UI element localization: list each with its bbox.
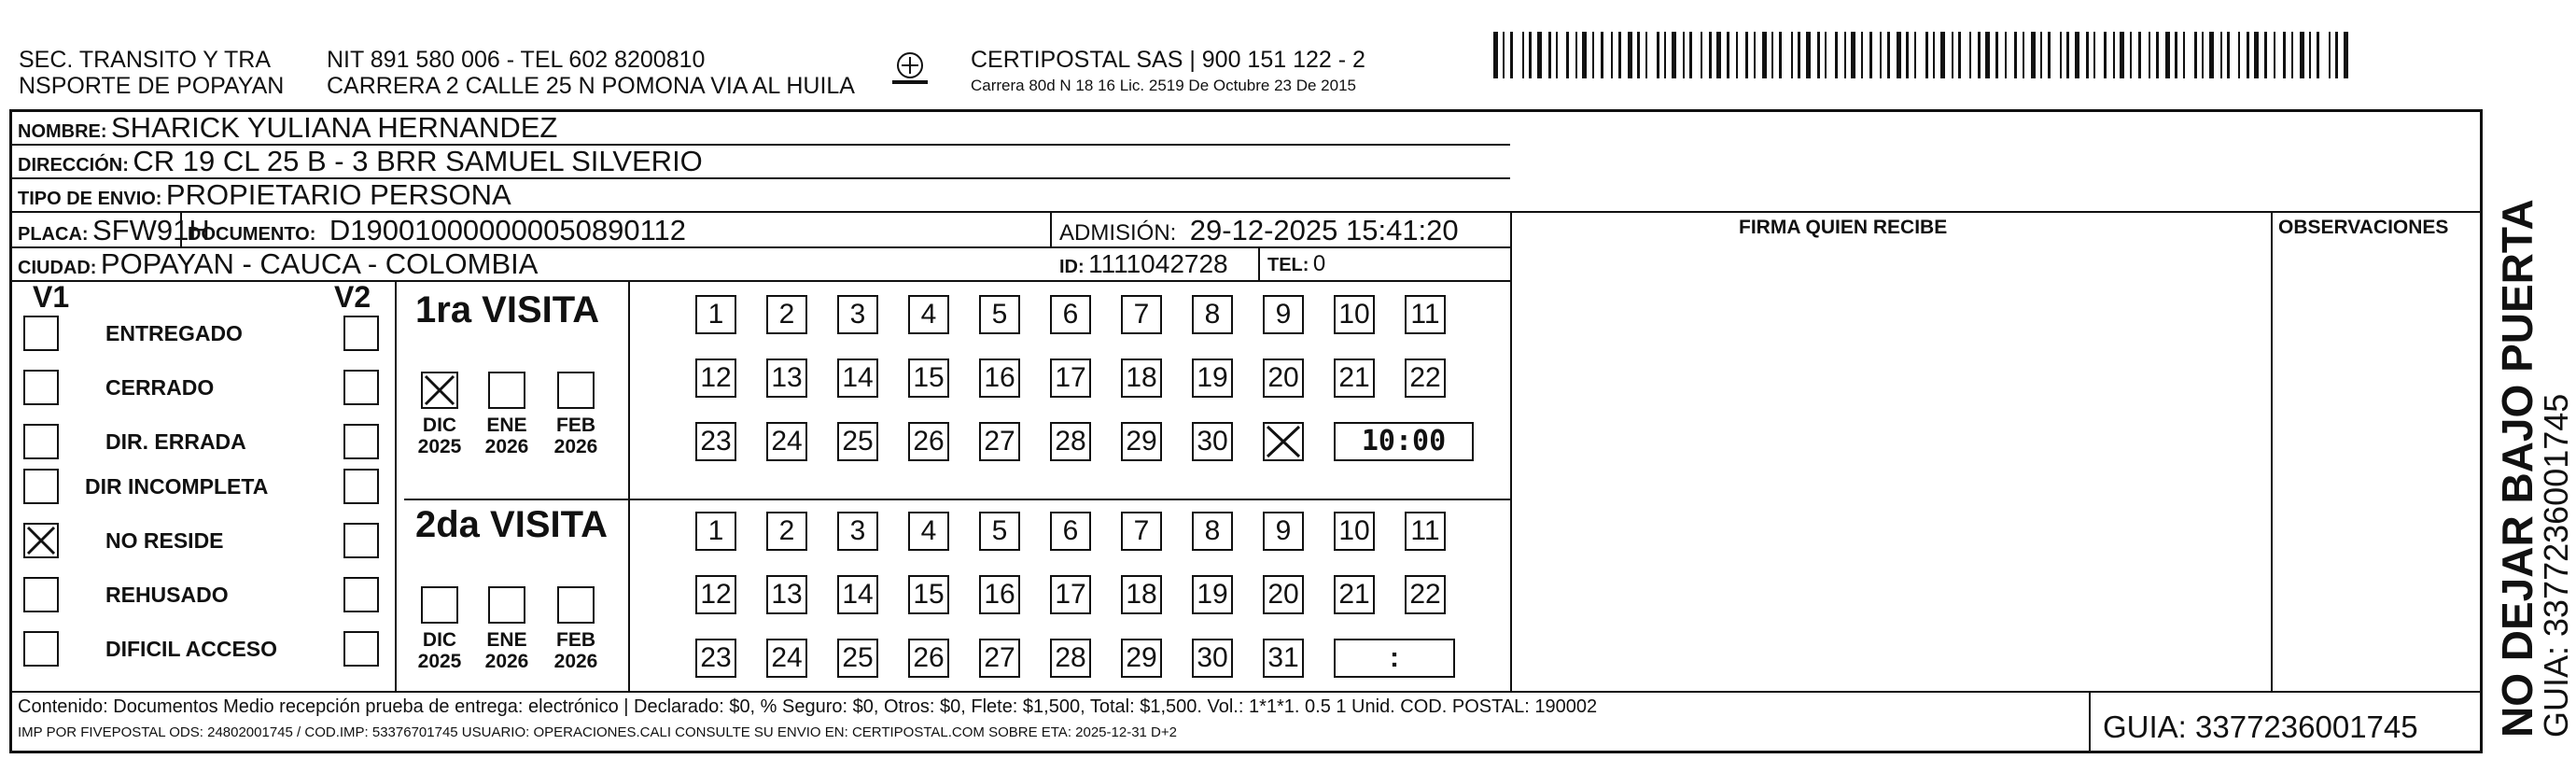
id-row (1059, 248, 1228, 285)
month-name: ENE (486, 629, 527, 651)
barcode-bar (1548, 32, 1551, 78)
day-box[interactable]: 16 (979, 358, 1020, 398)
month-label (412, 415, 468, 457)
day-box[interactable]: 8 (1192, 512, 1233, 551)
v2-label: V2 (334, 280, 371, 314)
day-box[interactable]: 9 (1263, 295, 1304, 334)
side-note-no-dejar: NO DEJAR BAJO PUERTA (2493, 199, 2541, 738)
barcode-bar (2066, 32, 2069, 78)
divider (1050, 211, 1052, 246)
barcode-bar (1537, 32, 1542, 78)
day-box[interactable]: 27 (979, 422, 1020, 461)
barcode-bar (2183, 32, 2185, 78)
documento-label: DOCUMENTO: (188, 224, 316, 245)
day-box[interactable]: 25 (837, 422, 878, 461)
admision-row (1059, 215, 1459, 252)
barcode-bar (1978, 32, 1981, 78)
status-v2-checkbox[interactable] (343, 523, 379, 558)
barcode-bar (2149, 32, 2150, 78)
day-box[interactable]: 6 (1050, 512, 1091, 551)
barcode-bar (2113, 32, 2115, 78)
barcode-bar (1672, 32, 1676, 78)
barcode-bar (1906, 32, 1909, 78)
month-label (412, 629, 468, 672)
barcode-bar (1771, 32, 1773, 78)
day-box[interactable]: 10 (1334, 512, 1375, 551)
direccion-label: DIRECCIÓN: (18, 155, 129, 176)
day-box[interactable]: 24 (766, 422, 807, 461)
placa-label: PLACA: (18, 224, 89, 245)
barcode-bar (1985, 32, 1990, 78)
divider (404, 499, 1510, 500)
day-box[interactable]: 22 (1405, 575, 1446, 614)
day-box[interactable]: 14 (837, 575, 878, 614)
barcode-bar (1887, 32, 1890, 78)
status-v2-checkbox[interactable] (343, 370, 379, 405)
delivery-form (9, 109, 2483, 753)
barcode-bar (1933, 32, 1935, 78)
day-box[interactable]: 6 (1050, 295, 1091, 334)
barcode-bar (2209, 32, 2214, 78)
barcode-bar (2283, 32, 2286, 78)
barcode-bar (1664, 32, 1666, 78)
status-v1-checkbox[interactable] (23, 631, 59, 667)
barcode-bar (2005, 32, 2007, 78)
barcode-bar (1940, 32, 1945, 78)
month-name: FEB (556, 415, 595, 436)
barcode-bar (1762, 32, 1767, 78)
barcode-bar (2031, 32, 2036, 78)
barcode-bar (1754, 32, 1756, 78)
barcode-bar (1566, 32, 1569, 78)
month-checkbox[interactable] (421, 372, 458, 409)
month-name: DIC (422, 629, 457, 651)
barcode-bar (2060, 32, 2062, 78)
barcode-bar (1914, 32, 1916, 78)
barcode-bar (2227, 32, 2230, 78)
day-box[interactable]: 24 (766, 639, 807, 678)
day-box[interactable]: 13 (766, 575, 807, 614)
month-name: FEB (556, 629, 595, 651)
barcode-bar (2238, 32, 2240, 78)
sender-line-1: SEC. TRANSITO Y TRA (19, 47, 271, 73)
barcode-bar (1510, 32, 1513, 78)
barcode-bar (2202, 32, 2204, 78)
month-checkbox[interactable] (557, 586, 595, 624)
status-v2-checkbox[interactable] (343, 424, 379, 459)
barcode-bar (1493, 32, 1498, 78)
day-box[interactable]: 30 (1192, 422, 1233, 461)
barcode-bar (1897, 32, 1901, 78)
direccion-value: CR 19 CL 25 B - 3 BRR SAMUEL SILVERIO (133, 145, 703, 177)
status-label: DIR INCOMPLETA (85, 474, 269, 499)
day-box[interactable]: 16 (979, 575, 1020, 614)
day-box[interactable]: 15 (908, 358, 949, 398)
day-box[interactable]: 18 (1121, 358, 1162, 398)
status-v1-checkbox[interactable] (23, 577, 59, 612)
barcode-bar (1791, 32, 1793, 78)
month-label (548, 415, 604, 457)
barcode-bar (2254, 32, 2259, 78)
day-box[interactable]: 26 (908, 639, 949, 678)
barcode-bar (2093, 32, 2095, 78)
barcode-bar (2194, 32, 2197, 78)
day-box[interactable]: 11 (1405, 295, 1446, 334)
barcode-bar (1745, 32, 1748, 78)
day-box[interactable]: 14 (837, 358, 878, 398)
visit1-title: 1ra VISITA (415, 289, 600, 330)
day-box[interactable]: 21 (1334, 358, 1375, 398)
day-box[interactable]: 7 (1121, 512, 1162, 551)
day-box[interactable]: 4 (908, 295, 949, 334)
divider (2271, 211, 2273, 691)
day-box[interactable]: 23 (695, 422, 736, 461)
barcode-bar (1844, 32, 1846, 78)
status-label: ENTREGADO (105, 321, 243, 345)
day-box[interactable]: 18 (1121, 575, 1162, 614)
footer-guia: GUIA: 3377236001745 (2103, 710, 2418, 744)
month-checkbox[interactable] (488, 372, 525, 409)
barcode-bar (2220, 32, 2222, 78)
footer-contenido: Contenido: Documentos Medio recepción prueba de entrega: electrónico | Declarado: $0, % Seguro: $0, Otros: $0, Flete: $1,500, Total: $1,500. Vol.: 1*1*1. 0.5 1 Unid. COD. POSTAL: 190002 (18, 696, 1598, 717)
barcode-bar (2048, 32, 2051, 78)
barcode-bar (1628, 32, 1632, 78)
barcode-bar (1618, 32, 1621, 78)
barcode-bar (1582, 32, 1587, 78)
courier-line-1: CERTIPOSTAL SAS | 900 151 122 - 2 (971, 47, 1365, 73)
barcode-bar (2130, 32, 2132, 78)
barcode-bar (1880, 32, 1882, 78)
tipo-envio-value: PROPIETARIO PERSONA (165, 178, 511, 211)
day-box[interactable]: 12 (695, 575, 736, 614)
placa-row (18, 215, 210, 252)
address-line: CARRERA 2 CALLE 25 N POMONA VIA AL HUILA (327, 73, 855, 99)
barcode-bar (1969, 32, 1971, 78)
ciudad-row (18, 248, 538, 286)
barcode-bar (2274, 32, 2275, 78)
day-box[interactable]: 13 (766, 358, 807, 398)
observaciones-header: OBSERVACIONES (2278, 217, 2449, 238)
barcode-bar (2165, 32, 2170, 78)
day-box[interactable]: 28 (1050, 422, 1091, 461)
day-box[interactable]: 10 (1334, 295, 1375, 334)
day-box[interactable]: 28 (1050, 639, 1091, 678)
barcode (1493, 32, 2352, 78)
month-label (479, 629, 535, 672)
month-year: 2026 (553, 436, 598, 457)
barcode-bar (1958, 32, 1961, 78)
barcode-bar (2075, 32, 2079, 78)
barcode-bar (1701, 32, 1702, 78)
admision-value: 29-12-2025 15:41:20 (1189, 214, 1459, 246)
barcode-bar (1779, 32, 1782, 78)
day-box[interactable]: 19 (1192, 358, 1233, 398)
divider (1510, 211, 1512, 691)
day-box[interactable]: 30 (1192, 639, 1233, 678)
status-label: CERRADO (105, 375, 215, 400)
divider (395, 280, 397, 691)
status-v1-checkbox[interactable] (23, 469, 59, 504)
day-box[interactable]: 4 (908, 512, 949, 551)
status-v2-checkbox[interactable] (343, 631, 379, 667)
sender-name (19, 47, 284, 99)
placa-value: SFW91H (92, 214, 210, 246)
status-v1-checkbox[interactable] (23, 424, 59, 459)
day-box[interactable]: 20 (1263, 358, 1304, 398)
barcode-bar (1601, 32, 1603, 78)
day-box[interactable]: 26 (908, 422, 949, 461)
nombre-value: SHARICK YULIANA HERNANDEZ (111, 111, 558, 144)
barcode-bar (1798, 32, 1800, 78)
barcode-bar (1727, 32, 1729, 78)
barcode-bar (2329, 32, 2331, 78)
direccion-row (18, 146, 703, 183)
barcode-bar (1851, 32, 1855, 78)
barcode-bar (2247, 32, 2249, 78)
day-box[interactable]: 5 (979, 295, 1020, 334)
barcode-bar (2023, 32, 2024, 78)
marked-day-box[interactable] (1263, 422, 1304, 461)
barcode-bar (1592, 32, 1594, 78)
barcode-bar (1817, 32, 1820, 78)
courier-info (971, 47, 1365, 99)
barcode-bar (1503, 32, 1505, 78)
barcode-bar (1689, 32, 1692, 78)
status-v1-checkbox[interactable] (23, 523, 59, 558)
month-year: 2025 (417, 651, 462, 672)
barcode-bar (1683, 32, 1685, 78)
documento-value: D190010000000050890112 (329, 214, 687, 246)
visit2-title: 2da VISITA (415, 504, 608, 545)
id-value: 1111042728 (1088, 249, 1228, 278)
barcode-bar (1529, 32, 1532, 78)
sender-contact (327, 47, 855, 99)
certipostal-logo-icon (889, 50, 931, 88)
barcode-bar (1556, 32, 1558, 78)
barcode-bar (1835, 32, 1838, 78)
barcode-bar (1825, 32, 1827, 78)
tel-row (1267, 248, 1325, 283)
status-v2-checkbox[interactable] (343, 316, 379, 351)
barcode-bar (1716, 32, 1721, 78)
status-v1-checkbox[interactable] (23, 316, 59, 351)
status-v2-checkbox[interactable] (343, 577, 379, 612)
barcode-bar (2344, 32, 2348, 78)
day-box[interactable]: 29 (1121, 639, 1162, 678)
divider (2089, 691, 2091, 752)
barcode-bar (2086, 32, 2089, 78)
admision-label: ADMISIÓN: (1059, 220, 1177, 246)
barcode-bar (2104, 32, 2107, 78)
barcode-bar (2175, 32, 2177, 78)
status-label: DIR. ERRADA (105, 429, 246, 454)
day-box[interactable]: 5 (979, 512, 1020, 551)
day-box[interactable]: 15 (908, 575, 949, 614)
month-year: 2026 (484, 651, 529, 672)
barcode-bar (1611, 32, 1613, 78)
barcode-bar (1522, 32, 1524, 78)
day-box[interactable]: 8 (1192, 295, 1233, 334)
month-year: 2026 (484, 436, 529, 457)
barcode-bar (2335, 32, 2338, 78)
barcode-bar (1736, 32, 1738, 78)
status-label: REHUSADO (105, 583, 229, 607)
day-box[interactable]: 20 (1263, 575, 1304, 614)
month-label (479, 415, 535, 457)
barcode-bar (1637, 32, 1640, 78)
day-box[interactable]: 29 (1121, 422, 1162, 461)
barcode-bar (2300, 32, 2304, 78)
tipo-envio-row (18, 179, 511, 217)
barcode-bar (1995, 32, 1998, 78)
month-year: 2025 (417, 436, 462, 457)
day-box[interactable]: 3 (837, 512, 878, 551)
day-box[interactable]: 2 (766, 295, 807, 334)
barcode-bar (2120, 32, 2124, 78)
nombre-label: NOMBRE: (18, 121, 107, 142)
day-box[interactable]: 1 (695, 512, 736, 551)
nombre-row (18, 112, 557, 149)
day-box[interactable]: 17 (1050, 575, 1091, 614)
ciudad-value: POPAYAN - CAUCA - COLOMBIA (100, 247, 539, 280)
day-box[interactable]: 7 (1121, 295, 1162, 334)
side-guia: GUIA: 3377236001745 (2537, 393, 2575, 738)
barcode-bar (1645, 32, 1647, 78)
day-box[interactable]: 3 (837, 295, 878, 334)
sender-line-2: NSPORTE DE POPAYAN (19, 73, 285, 99)
courier-line-2: Carrera 80d N 18 16 Lic. 2519 De Octubre 23 De 2015 (971, 77, 1356, 94)
day-box[interactable]: 31 (1263, 639, 1304, 678)
day-box[interactable]: 1 (695, 295, 736, 334)
barcode-bar (1575, 32, 1577, 78)
barcode-bar (1657, 32, 1659, 78)
day-box[interactable]: 19 (1192, 575, 1233, 614)
firma-quien-recibe-header: FIRMA QUIEN RECIBE (1739, 217, 1948, 238)
documento-row (188, 215, 686, 252)
day-box[interactable]: 25 (837, 639, 878, 678)
barcode-bar (2291, 32, 2293, 78)
status-label: DIFICIL ACCESO (105, 637, 278, 661)
barcode-bar (1861, 32, 1863, 78)
barcode-bar (2264, 32, 2267, 78)
status-v1-checkbox[interactable] (23, 370, 59, 405)
nit-line: NIT 891 580 006 - TEL 602 8200810 (327, 47, 706, 73)
v1-label: V1 (33, 280, 70, 314)
month-checkbox[interactable] (557, 372, 595, 409)
barcode-bar (2040, 32, 2042, 78)
status-v2-checkbox[interactable] (343, 469, 379, 504)
day-box[interactable]: 11 (1405, 512, 1446, 551)
barcode-bar (1806, 32, 1811, 78)
barcode-bar (1869, 32, 1872, 78)
tel-label: TEL: (1267, 255, 1309, 275)
tel-value: 0 (1312, 251, 1326, 276)
status-label: NO RESIDE (105, 528, 224, 553)
month-label (548, 629, 604, 672)
day-box[interactable]: 21 (1334, 575, 1375, 614)
month-name: ENE (486, 415, 527, 436)
divider (628, 280, 630, 691)
month-name: DIC (422, 415, 457, 436)
tipo-envio-label: TIPO DE ENVIO: (18, 189, 162, 209)
footer-imp-info: IMP POR FIVEPOSTAL ODS: 24802001745 / COD.IMP: 53376701745 USUARIO: OPERACIONES.CALI CONSULTE SU ENVIO EN: CERTIPOSTAL.COM SOBRE ETA: 2025-12-31 D+2 (18, 724, 1177, 740)
barcode-bar (2156, 32, 2159, 78)
day-box[interactable]: 22 (1405, 358, 1446, 398)
month-year: 2026 (553, 651, 598, 672)
barcode-bar (2309, 32, 2311, 78)
barcode-bar (2138, 32, 2141, 78)
barcode-bar (1709, 32, 1712, 78)
visit-time-box[interactable]: 10:00 (1334, 422, 1474, 461)
divider (12, 691, 2480, 693)
ciudad-label: CIUDAD: (18, 258, 97, 278)
day-box[interactable]: 27 (979, 639, 1020, 678)
barcode-bar (2317, 32, 2319, 78)
id-label: ID: (1059, 257, 1085, 277)
barcode-bar (1952, 32, 1953, 78)
day-box[interactable]: 2 (766, 512, 807, 551)
month-checkbox[interactable] (421, 586, 458, 624)
day-box[interactable]: 17 (1050, 358, 1091, 398)
month-checkbox[interactable] (488, 586, 525, 624)
visit-time-box[interactable]: : (1334, 639, 1455, 678)
barcode-bar (2014, 32, 2017, 78)
day-box[interactable]: 12 (695, 358, 736, 398)
barcode-bar (1925, 32, 1928, 78)
day-box[interactable]: 23 (695, 639, 736, 678)
day-box[interactable]: 9 (1263, 512, 1304, 551)
